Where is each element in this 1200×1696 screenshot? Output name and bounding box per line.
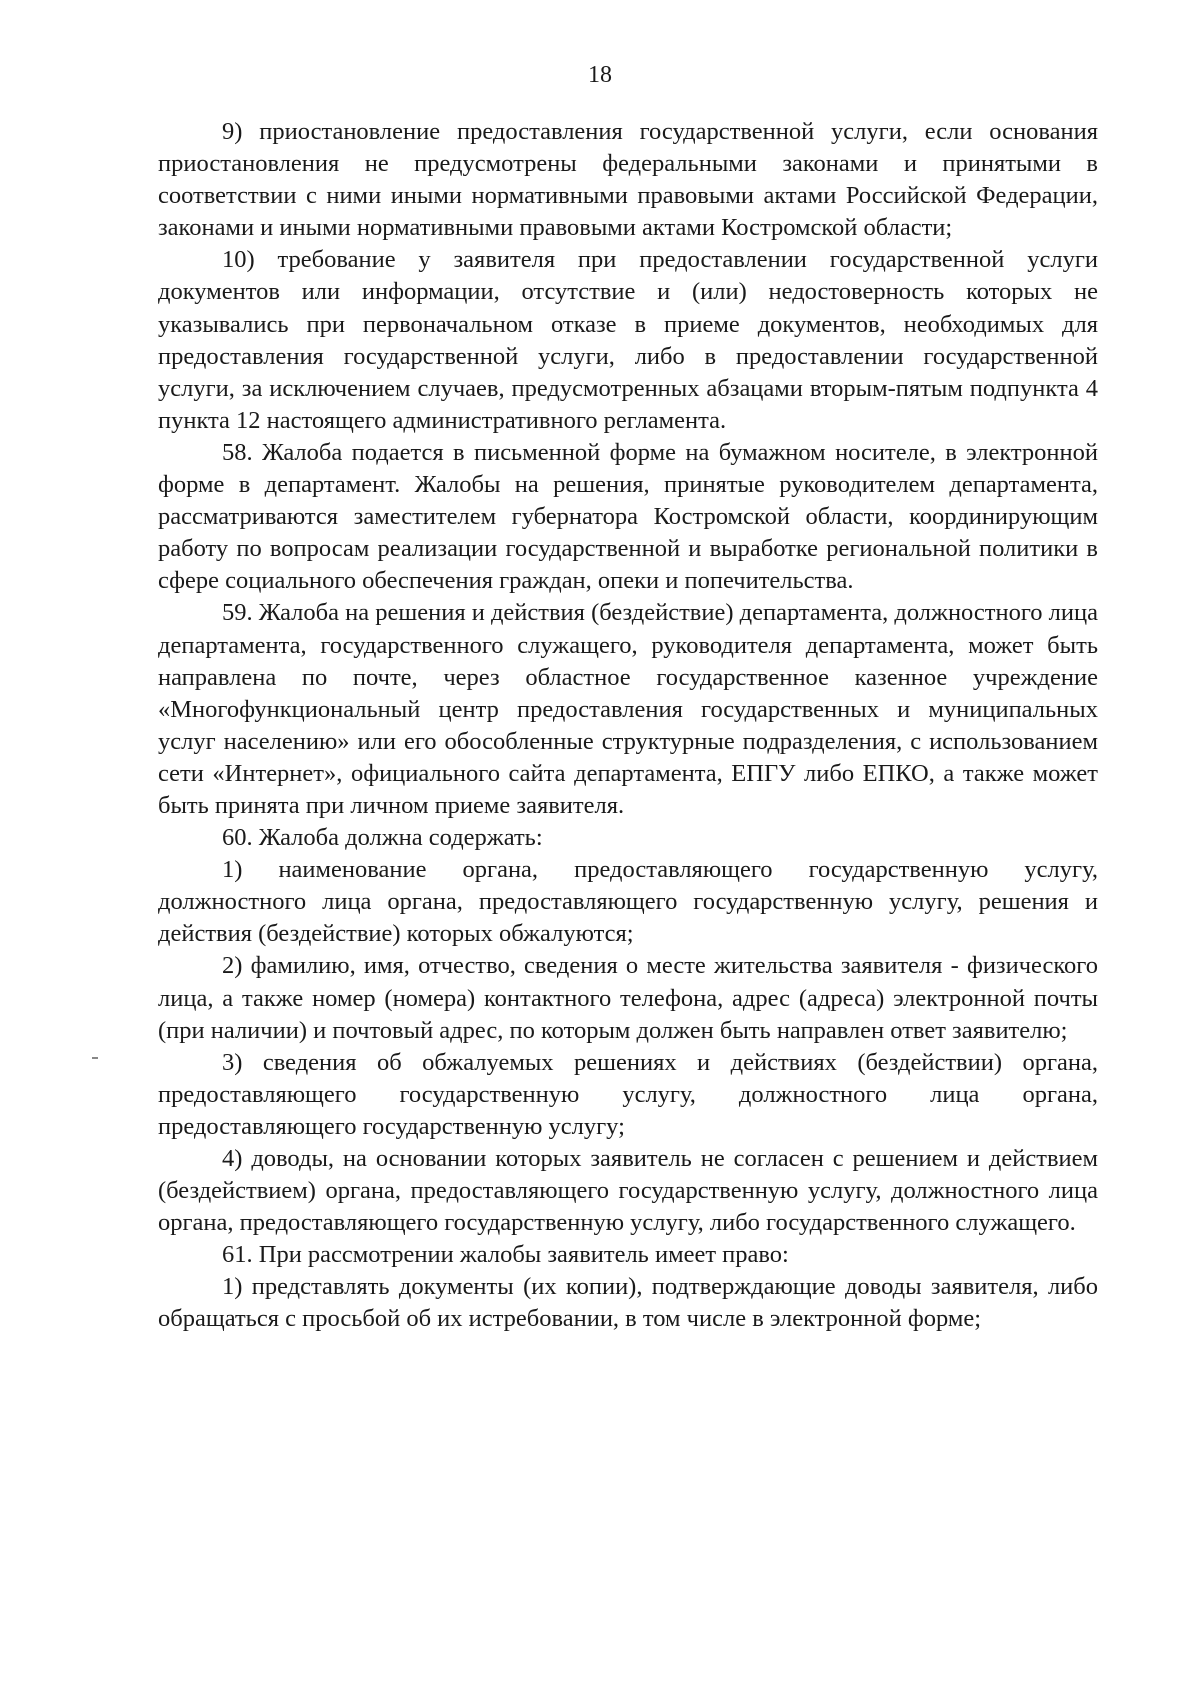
- paragraph-item-10: 10) требование у заявителя при предоставлении государственной услуги документов или информации, отсутствие и (или) недостоверность которых не указывались при первоначальном отказе в приеме документов, необходимых для предоставления государственной услуги, либо в предоставлении государственной услуги, за исключением случаев, предусмотренных абзацами вторым-пятым подпункта 4 пункта 12 настоящего административного регламента.: [158, 246, 1098, 434]
- paragraph-60-item-4: 4) доводы, на основании которых заявитель не согласен с решением и действием (бездействием) органа, предоставляющего государственную услугу, должностного лица органа, предоставляющего государственную услугу, либо государственного служащего.: [158, 1145, 1098, 1237]
- paragraph-60: 60. Жалоба должна содержать:: [222, 824, 543, 852]
- page-number: 18: [588, 62, 612, 88]
- paragraph-61: 61. При рассмотрении жалобы заявитель имеет право:: [222, 1241, 789, 1269]
- paragraph-60-item-3: 3) сведения об обжалуемых решениях и действиях (бездействии) органа, предоставляющего государственную услугу, должностного лица органа, предоставляющего государственную услугу;: [158, 1048, 1098, 1140]
- paragraph-item-9: 9) приостановление предоставления государственной услуги, если основания приостановления не предусмотрены федеральными законами и принятыми в соответствии с ними иными нормативными правовыми актами Российской Федерации, законами и иными нормативными правовыми актами Костромской области;: [158, 118, 1098, 242]
- paragraph-60-item-2: 2) фамилию, имя, отчество, сведения о месте жительства заявителя - физического лица, а также номер (номера) контактного телефона, адрес (адреса) электронной почты (при наличии) и почтовый адрес, по которым должен быть направлен ответ заявителю;: [158, 952, 1098, 1044]
- paragraph-58: 58. Жалоба подается в письменной форме на бумажном носителе, в электронной форме в департамент. Жалобы на решения, принятые руководителем департамента, рассматриваются заместителем губернатора Костромской области, координирующим работу по вопросам реализации государственной и выработке региональной политики в сфере социального обеспечения граждан, опеки и попечительства.: [158, 438, 1098, 595]
- document-body: [158, 116, 1098, 1336]
- paragraph-60-item-1: 1) наименование органа, предоставляющего государственную услугу, должностного лица органа, предоставляющего государственную услугу, решения и действия (бездействие) которых обжалуются;: [158, 856, 1098, 948]
- paragraph-59: 59. Жалоба на решения и действия (бездействие) департамента, должностного лица департамента, государственного служащего, руководителя департамента, может быть направлена по почте, через областное государственное казенное учреждение «Многофункциональный центр предоставления государственных и муниципальных услуг населению» или его обособленные структурные подразделения, с использованием сети «Интернет», официального сайта департамента, ЕПГУ либо ЕПКО, а также может быть принята при личном приеме заявителя.: [158, 599, 1098, 819]
- paragraph-61-item-1: 1) представлять документы (их копии), подтверждающие доводы заявителя, либо обращаться с просьбой об их истребовании, в том числе в электронной форме;: [158, 1273, 1098, 1333]
- scan-edge-mark: [92, 1057, 98, 1059]
